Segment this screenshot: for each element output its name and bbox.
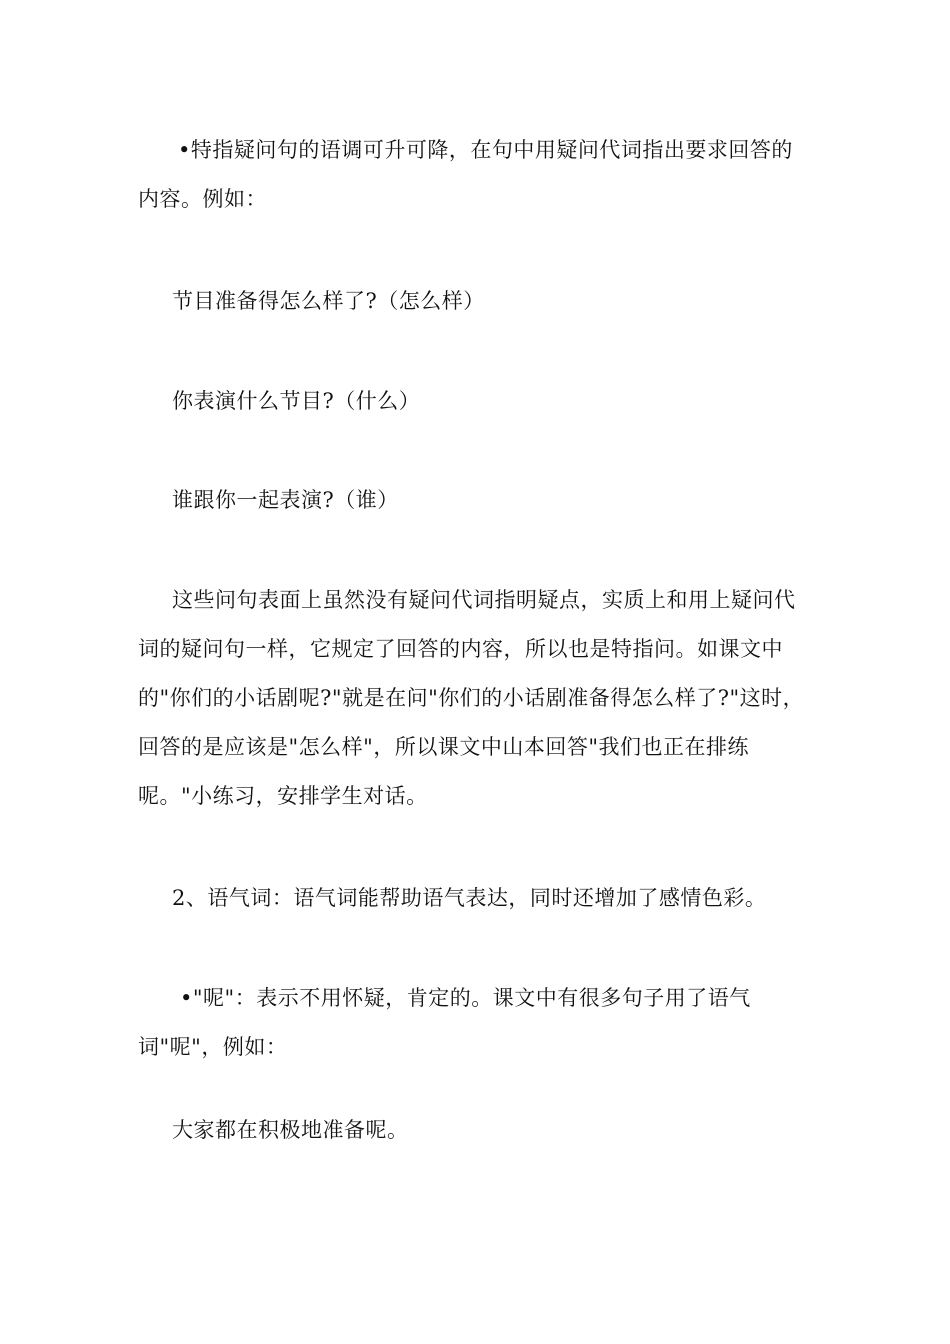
paragraph-example-3: 谁跟你一起表演?（谁） — [172, 488, 399, 512]
paragraph-ne-particle: •"呢"：表示不用怀疑，肯定的。课文中有很多句子用了语气词"呢"，例如： — [138, 986, 751, 1059]
paragraph-modal-particles-heading: 2、语气词：语气词能帮助语气表达，同时还增加了感情色彩。 — [172, 886, 767, 910]
paragraph-example-2: 你表演什么节目?（什么） — [172, 389, 421, 413]
paragraph-explanation: 这些问句表面上虽然没有疑问代词指明疑点，实质上和用上疑问代词的疑问句一样，它规定了回答的内容，所以也是特指问。如课文中的"你们的小话剧呢?"就是在问"你们的小话剧准备得怎么样了?"这时，回答的是应该是"怎么样"，所以课文中山本回答"我们也正在排练呢。"小练习，安排学生对话。 — [138, 588, 805, 808]
paragraph-example-1: 节目准备得怎么样了?（怎么样） — [172, 289, 485, 313]
paragraph-example-4: 大家都在积极地准备呢。 — [172, 1118, 409, 1142]
paragraph-special-question-intro: •特指疑问句的语调可升可降，在句中用疑问代词指出要求回答的内容。例如： — [138, 138, 793, 211]
